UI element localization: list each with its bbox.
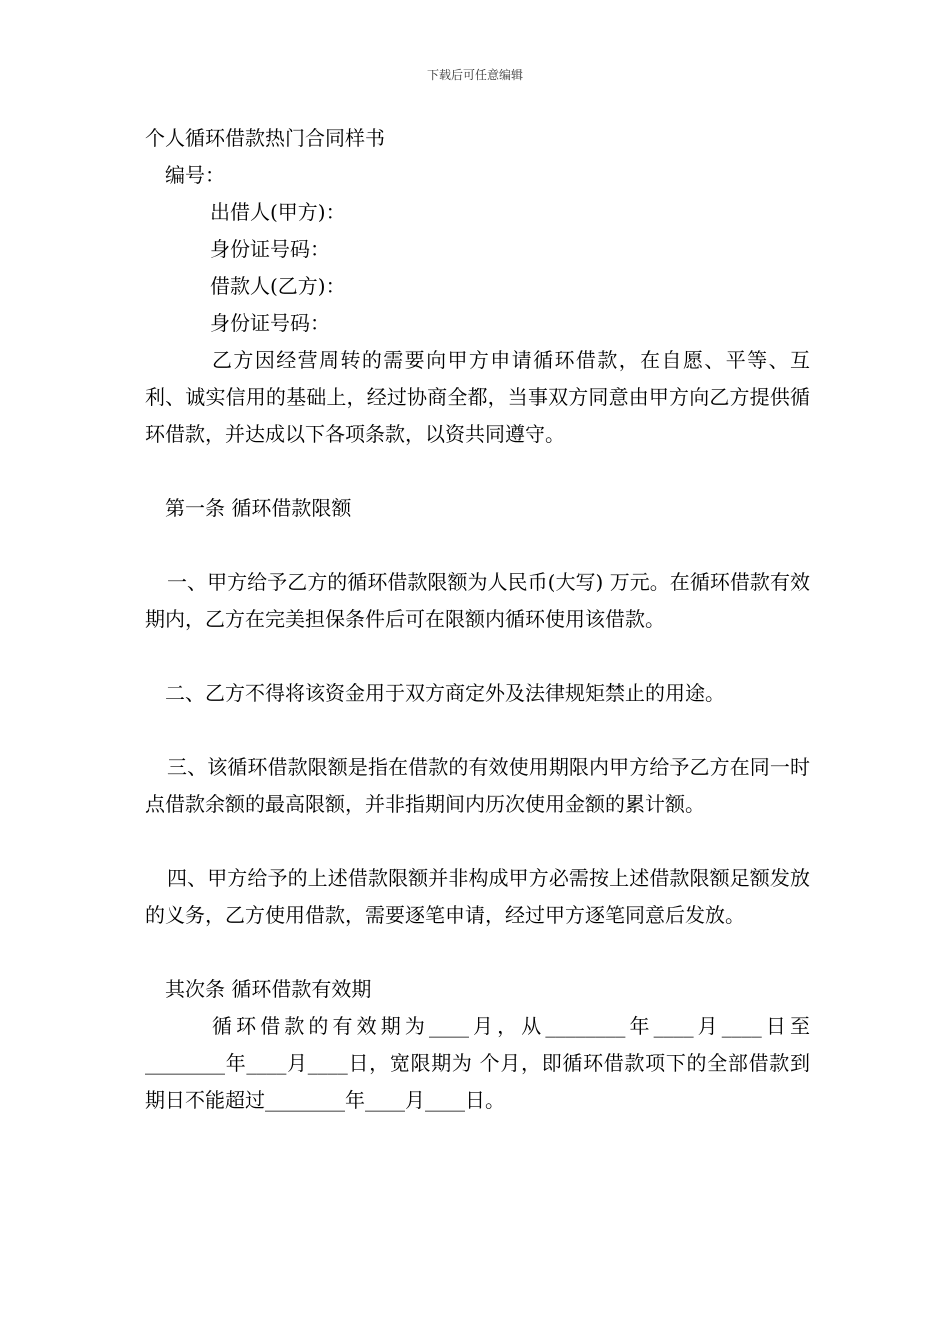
intro-paragraph: 乙方因经营周转的需要向甲方申请循环借款，在自愿、平等、互利、诚实信用的基础上，经过协商全都，当事双方同意由甲方向乙方提供循环借款，并达成以下各项条款，以资共同遵守。: [145, 348, 810, 446]
article2-heading: 其次条 循环借款有效期: [165, 977, 372, 1001]
borrower-id-label: 身份证号码：: [210, 311, 330, 335]
lender-label: 出借人(甲方)：: [210, 200, 346, 224]
lender-id-label: 身份证号码：: [210, 237, 330, 261]
document-body: [145, 120, 810, 1119]
borrower-label: 借款人(乙方)：: [210, 274, 346, 298]
article1-item4: 四、甲方给予的上述借款限额并非构成甲方必需按上述借款限额足额发放的义务，乙方使用借款，需要逐笔申请，经过甲方逐笔同意后发放。: [145, 866, 810, 927]
article1-heading: 第一条 循环借款限额: [165, 496, 352, 520]
article1-item2: 二、乙方不得将该资金用于双方商定外及法律规矩禁止的用途。: [165, 681, 725, 705]
document-title: 个人循环借款热门合同样书: [145, 126, 385, 150]
header-note: 下载后可任意编辑: [426, 68, 523, 82]
contract-number-label: 编号：: [165, 163, 225, 187]
article2-body: 循环借款的有效期为____月，从________年____月____日至________年____月____日，宽限期为 个月，即循环借款项下的全部借款到期日不能超过________年____月____日。: [145, 1014, 810, 1112]
article1-item1: 一、甲方给予乙方的循环借款限额为人民币(大写) 万元。在循环借款有效期内，乙方在完美担保条件后可在限额内循环使用该借款。: [145, 570, 810, 631]
article1-item3: 三、该循环借款限额是指在借款的有效使用期限内甲方给予乙方在同一时点借款余额的最高限额，并非指期间内历次使用金额的累计额。: [145, 755, 810, 816]
